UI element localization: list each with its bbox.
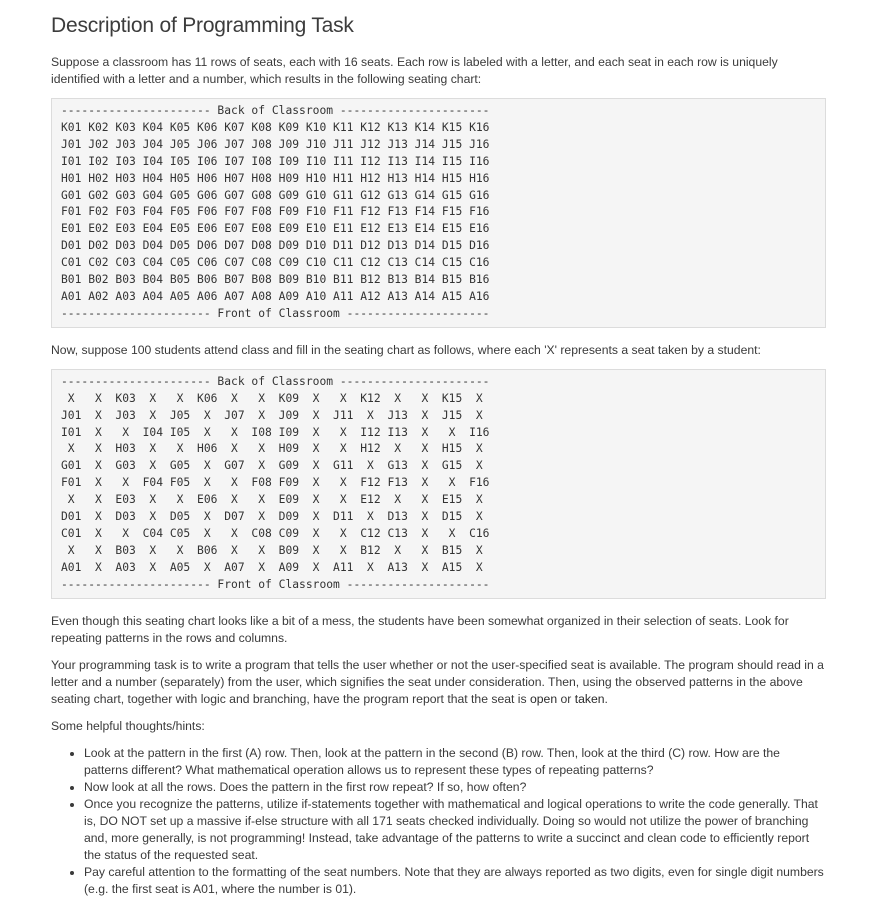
hints-intro: Some helpful thoughts/hints:	[51, 718, 205, 733]
page-title: Description of Programming Task	[51, 14, 354, 37]
open-word: open	[529, 691, 558, 706]
hint-item: • Now look at all the rows. Does the pattern in the first row repeat? If so, how often?	[84, 779, 826, 796]
hints-list	[51, 745, 826, 898]
hint-item: • Look at the pattern in the first (A) row. Then, look at the pattern in the second (B) row. Then, look at the third (C) row. How are the patterns different? What mathematical operation allows us to represent these types of repeating patterns?	[84, 745, 826, 779]
middle-paragraph: Now, suppose 100 students attend class and fill in the seating chart as follows, where each 'X' represents a seat taken by a student:	[51, 342, 761, 357]
taken-word: taken	[574, 691, 605, 706]
or-word: or	[557, 691, 575, 706]
patterns-paragraph: Even though this seating chart looks like a bit of a mess, the students have been somewhat organized in their selection of seats. Look for repeating patterns in the rows and columns.	[51, 613, 789, 645]
task-text: Your programming task is to write a program that tells the user whether or not the user-specified seat is available. The program should read in a letter and a number (separately) from the user, which signifies the seat under consideration. Then, using the observed patterns in the above seating chart, together with logic and branching, have the program report that the seat is	[51, 657, 824, 706]
task-paragraph	[51, 657, 826, 708]
hint-item: • Pay careful attention to the formatting of the seat numbers. Note that they are always reported as two digits, even for single digit numbers (e.g. the first seat is A01, where the number is 01).	[84, 864, 826, 898]
seating-chart-empty: ---------------------- Back of Classroom ---------------------- K01 K02 K03 K04 K05 K06 K07 K08 K09 K10 K11 K12 K13 K14 K15 K16 J01 J02 J03 J04 J05 J06 J07 J08 J09 J10 J11 J12 J13 J14 J15 J16 I01 I02 I03 I04 I05 I06 I07 I08 I09 I10 I11 I12 I13 I14 I15 I16 H01 H02 H03 H04 H05 H06 H07 H08 H09 H10 H11 H12 H13 H14 H15 H16 G01 G02 G03 G04 G05 G06 G07 G08 G09 G10 G11 G12 G13 G14 G15 G16 F01 F02 F03 F04 F05 F06 F07 F08 F09 F10 F11 F12 F13 F14 F15 F16 E01 E02 E03 E04 E05 E06 E07 E08 E09 E10 E11 E12 E13 E14 E15 E16 D01 D02 D03 D04 D05 D06 D07 D08 D09 D10 D11 D12 D13 D14 D15 D16 C01 C02 C03 C04 C05 C06 C07 C08 C09 C10 C11 C12 C13 C14 C15 C16 B01 B02 B03 B04 B05 B06 B07 B08 B09 B10 B11 B12 B13 B14 B15 B16 A01 A02 A03 A04 A05 A06 A07 A08 A09 A10 A11 A12 A13 A14 A15 A16 ---------------------- Front of Classroom ---------------------	[51, 98, 826, 328]
intro-paragraph: Suppose a classroom has 11 rows of seats, each with 16 seats. Each row is labeled with a letter, and each seat in each row is uniquely identified with a letter and a number, which results in the following seating chart:	[51, 55, 778, 86]
seating-chart-filled: ---------------------- Back of Classroom ---------------------- X X K03 X X K06 X X K09 X X K12 X X K15 X J01 X J03 X J05 X J07 X J09 X J11 X J13 X J15 X I01 X X I04 I05 X X I08 I09 X X I12 I13 X X I16 X X H03 X X H06 X X H09 X X H12 X X H15 X G01 X G03 X G05 X G07 X G09 X G11 X G13 X G15 X F01 X X F04 F05 X X F08 F09 X X F12 F13 X X F16 X X E03 X X E06 X X E09 X X E12 X X E15 X D01 X D03 X D05 X D07 X D09 X D11 X D13 X D15 X C01 X X C04 C05 X X C08 C09 X X C12 C13 X X C16 X X B03 X X B06 X X B09 X X B12 X X B15 X A01 X A03 X A05 X A07 X A09 X A11 X A13 X A15 X ---------------------- Front of Classroom ---------------------	[51, 369, 826, 599]
task-end: .	[604, 691, 608, 706]
hint-item: • Once you recognize the patterns, utilize if-statements together with mathematical and logical operations to write the code generally. That is, DO NOT set up a massive if-else structure with all 171 seats checked individually. Doing so would not utilize the power of branching and, more generally, is not programming! Instead, take advantage of the patterns to write a succinct and clean code to efficiently report the status of the requested seat.	[84, 796, 826, 864]
